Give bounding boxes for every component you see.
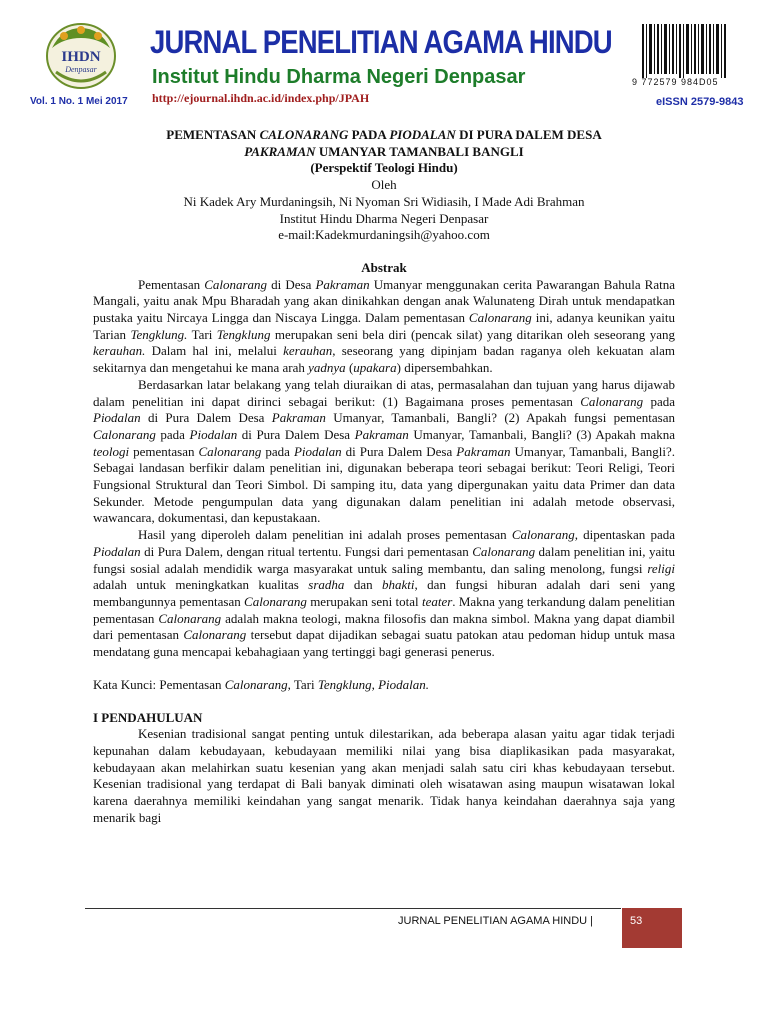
paper-subtitle: (Perspektif Teologi Hindu)	[310, 160, 458, 176]
page-number: 53	[630, 915, 643, 927]
logo-text: IHDN	[61, 49, 101, 65]
journal-title: JURNAL PENELITIAN AGAMA HINDU	[150, 24, 612, 60]
abstract-heading: Abstrak	[361, 259, 407, 275]
abstract-paragraph-1: Pementasan Calonarang di Desa Pakraman Umanyar menggunakan cerita Pawarangan Bahula Ratna Mangali, yaitu anak Mpu Bharadah yang akan dinikahkan dengan anak Walunateng Dirah untuk mendapatkan pustaka yaitu Nircaya Lingga dan Niscaya Lingga. Dalam pementasan Calonarang ini, adanya keunikan yaitu Tarian Tengklung. Tari Tengklung merupakan seni bela diri (pencak silat) yang ditarikan oleh seseorang yang kerauhan. Dalam hal ini, melalui kerauhan, seseorang yang dipinjam badan raganya oleh kekuatan alam sekitarnya dan mengetahui ke mana arah yadnya (upakara) dipersembahkan.	[93, 276, 676, 376]
author-email[interactable]: e-mail:Kadekmurdaningsih@yahoo.com	[278, 227, 490, 243]
intro-paragraph-1: Kesenian tradisional sangat penting untuk dilestarikan, ada beberapa alasan yaitu agar tidak terjadi kepunahan dalam kebudayaan, kebudayaan memiliki nilai yang bisa diaplikasikan pada masyarakat, kebudayaan akan melahirkan suatu kesenian yang akan menjadi salah satu ciri khas kebudayaan tersebut. Kesenian tradisional yang terdapat di Bali banyak diminati oleh wisatawan asing maupun wisatawan lokal karena daerahnya memiliki keindahan yang sangat menarik. Tidak hanya keindahan daerahnya saja yang menarik bagi	[93, 726, 675, 825]
journal-url[interactable]: http://ejournal.ihdn.ac.id/index.php/JPAH	[152, 91, 370, 105]
section-heading: I PENDAHULUAN	[93, 709, 203, 725]
footer-rule	[85, 908, 621, 909]
abstract-paragraph-3: Hasil yang diperoleh dalam penelitian ini adalah proses pementasan Calonarang, dipentaskan pada Piodalan di Pura Dalem, dengan ritual tertentu. Fungsi dari pementasan Calonarang dalam penelitian ini, yaitu fungsi sosial adalah mendidik warga masyarakat untuk saling membantu, dan saling menolong, fungsi religi adalah untuk meningkatkan kualitas sradha dan bhakti, dan fungsi hiburan adalah dari seni yang membangunnya pementasan Calonarang merupakan seni total teater. Makna yang terkandung dalam penelitian pementasan Calonarang adalah makna teologi, makna filosofis dan makna simbol. Makna yang dapat diambil dari pementasan Calonarang tersebut dapat dijadikan sebagai suatu patokan atau pedoman hidup untuk masa mendatang guna mencapai kebahagiaan yang tertinggi bagi generasi penerus.	[93, 527, 675, 660]
abstract-paragraph-2: Berdasarkan latar belakang yang telah diuraikan di atas, permasalahan dan tujuan yang harus dijawab dalam penelitian ini dapat dirinci sebagai berikut: (1) Bagaimana proses pementasan Calonarang pada Piodalan di Pura Dalem Desa Pakraman Umanyar, Tamanbali, Bangli? (2) Apakah fungsi pementasan Calonarang pada Piodalan di Pura Dalem Desa Pakraman Umanyar, Tamanbali, Bangli? (3) Apakah makna teologi pementasan Calonarang pada Piodalan di Pura Dalem Desa Pakraman Umanyar, Tamanbali, Bangli?. Sebagai landasan berfikir dalam penelitian ini, digunakan beberapa teori sebagai berikut: Teori Religi, Teori Fungsional Struktural dan Teori Simbol. Di samping itu, data yang dipergunakan yaitu data Primer dan data Sekunder. Metode pengumpulan data yang digunakan dalam penelitian ini adalah metode observasi, wawancara, dokumentasi, dan kepustakaan.	[93, 376, 675, 526]
by-label: Oleh	[371, 177, 397, 193]
page-number-box	[622, 908, 682, 948]
institution-name: Institut Hindu Dharma Negeri Denpasar	[152, 66, 526, 88]
barcode-icon	[640, 24, 730, 78]
paper-title-line-2: PAKRAMAN UMANYAR TAMANBALI BANGLI	[244, 143, 524, 159]
affiliation: Institut Hindu Dharma Negeri Denpasar	[279, 210, 489, 226]
logo-subtext: Denpasar	[65, 65, 97, 74]
barcode-number: 9 772579 984D05	[632, 77, 719, 87]
ihdn-logo	[42, 20, 120, 92]
paper-body	[93, 127, 675, 826]
volume-label: Vol. 1 No. 1 Mei 2017	[30, 96, 128, 107]
keywords: Kata Kunci: Pementasan Calonarang, Tari Tengklung, Piodalan.	[93, 676, 429, 692]
footer-journal-name: JURNAL PENELITIAN AGAMA HINDU |	[398, 915, 593, 927]
authors: Ni Kadek Ary Murdaningsih, Ni Nyoman Sri Widiasih, I Made Adi Brahman	[183, 193, 585, 209]
paper-title-line-1: PEMENTASAN CALONARANG PADA PIODALAN DI PURA DALEM DESA	[166, 127, 602, 142]
eissn-label: eISSN 2579-9843	[656, 96, 744, 108]
